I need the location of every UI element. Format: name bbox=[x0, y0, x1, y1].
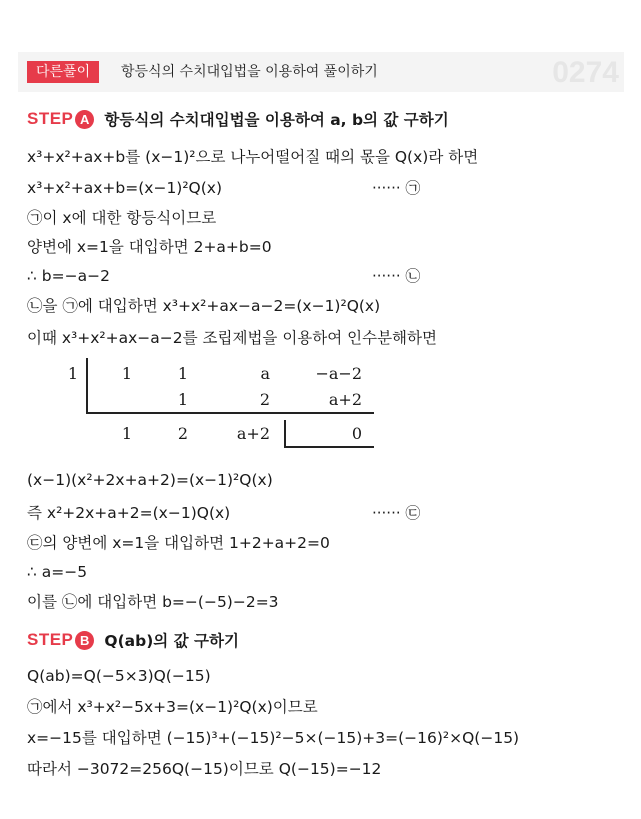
step-b-heading bbox=[27, 629, 239, 651]
step-a-heading bbox=[27, 108, 449, 130]
synth-r1-c2: 1 bbox=[177, 364, 188, 383]
line-c-4: 따라서 −3072=256Q(−15)이므로 Q(−15)=−12 bbox=[27, 760, 382, 778]
line-a-7: 이때 x³+x²+ax−a−2를 조립제법을 이용하여 인수분해하면 bbox=[27, 329, 437, 347]
line-a-6: ㉡을 ㉠에 대입하면 x³+x²+ax−a−2=(x−1)²Q(x) bbox=[27, 297, 381, 315]
synth-remainder: 0 bbox=[351, 424, 362, 443]
synth-divisor: 1 bbox=[67, 364, 78, 383]
synth-remainder-box-bottom bbox=[284, 446, 374, 448]
line-b-5: 이를 ㉡에 대입하면 b=−(−5)−2=3 bbox=[27, 593, 279, 611]
synth-r1-c1: 1 bbox=[121, 364, 132, 383]
line-a-4: 양변에 x=1을 대입하면 2+a+b=0 bbox=[27, 238, 272, 256]
synth-r2-c2: 1 bbox=[177, 390, 188, 409]
section-title: 항등식의 수치대입법을 이용하여 풀이하기 bbox=[121, 64, 378, 80]
page-number-watermark: 0274 bbox=[552, 56, 619, 89]
line-b-1: (x−1)(x²+2x+a+2)=(x−1)²Q(x) bbox=[27, 471, 273, 489]
step-b-label: STEP bbox=[27, 630, 74, 649]
synth-r3-c3: a+2 bbox=[236, 424, 270, 443]
tag-1: ······ ㉠ bbox=[372, 179, 421, 197]
synth-r2-c3: 2 bbox=[259, 390, 270, 409]
line-b-2: 즉 x²+2x+a+2=(x−1)Q(x) bbox=[27, 504, 231, 522]
line-c-2: ㉠에서 x³+x²−5x+3=(x−1)²Q(x)이므로 bbox=[27, 698, 318, 716]
synth-divider-vertical bbox=[86, 358, 88, 412]
step-b-tag bbox=[27, 630, 94, 650]
synth-sum-line bbox=[86, 412, 374, 414]
synth-remainder-box-left bbox=[284, 420, 286, 446]
step-b-letter: B bbox=[75, 631, 94, 650]
line-b-3: ㉢의 양변에 x=1을 대입하면 1+2+a+2=0 bbox=[27, 534, 330, 552]
step-a-title: 항등식의 수치대입법을 이용하여 a, b의 값 구하기 bbox=[104, 111, 449, 129]
line-a-2: x³+x²+ax+b=(x−1)²Q(x) bbox=[27, 179, 223, 197]
step-a-letter: A bbox=[75, 110, 94, 129]
synth-r3-c1: 1 bbox=[121, 424, 132, 443]
line-a-5: ∴ b=−a−2 bbox=[27, 267, 110, 285]
step-a-label: STEP bbox=[27, 109, 74, 128]
line-b-4: ∴ a=−5 bbox=[27, 563, 88, 581]
line-c-3: x=−15를 대입하면 (−15)³+(−15)²−5×(−15)+3=(−16)²×Q(−15) bbox=[27, 729, 520, 747]
line-a-3: ㉠이 x에 대한 항등식이므로 bbox=[27, 209, 217, 227]
line-a-1: x³+x²+ax+b를 (x−1)²으로 나누어떨어질 때의 몫을 Q(x)라 하면 bbox=[27, 148, 479, 166]
tag-2: ······ ㉡ bbox=[372, 267, 421, 285]
alt-solution-badge: 다른풀이 bbox=[27, 61, 99, 83]
step-a-tag bbox=[27, 109, 94, 129]
synth-r1-c3: a bbox=[260, 364, 270, 383]
line-c-1: Q(ab)=Q(−5×3)Q(−15) bbox=[27, 667, 211, 685]
synth-r1-c4: −a−2 bbox=[315, 364, 362, 383]
synth-r3-c2: 2 bbox=[177, 424, 188, 443]
synth-r2-c4: a+2 bbox=[328, 390, 362, 409]
step-b-title: Q(ab)의 값 구하기 bbox=[104, 632, 239, 650]
tag-3: ······ ㉢ bbox=[372, 504, 421, 522]
